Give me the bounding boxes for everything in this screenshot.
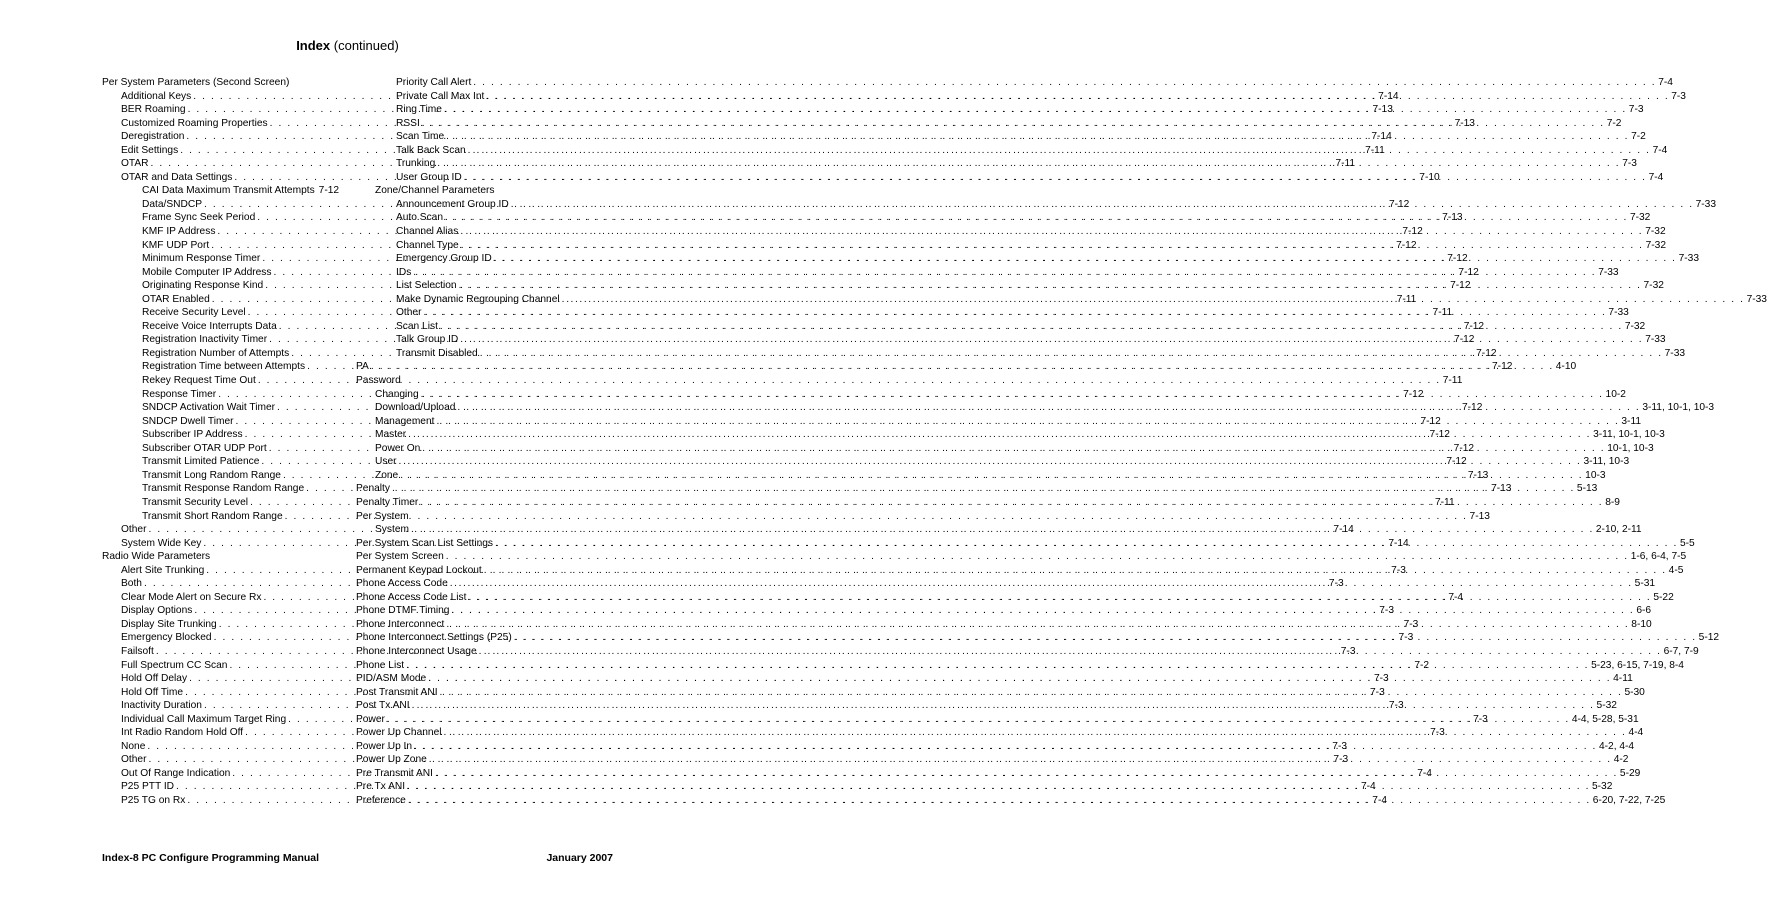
- index-entry-text: Transmit Disabled: [396, 347, 478, 359]
- index-entry-page: 7-2: [1606, 117, 1622, 129]
- dot-leader: [392, 482, 1575, 496]
- index-entry-text: Phone Access Code: [356, 578, 448, 590]
- index-entry-page: 7-4: [1372, 794, 1388, 806]
- index-entry-page: 7-3: [1391, 564, 1406, 576]
- dot-leader: [422, 117, 1605, 131]
- index-entry-text: Per System Screen: [356, 551, 444, 563]
- index-entry-text: Minimum Response Timer: [142, 253, 261, 265]
- dot-leader: [436, 415, 1619, 429]
- dot-leader: [473, 76, 1656, 90]
- index-entry-page: 7-13: [1491, 483, 1512, 495]
- index-entry-text: Transmit Short Random Range: [142, 510, 283, 522]
- index-entry-text: Subscriber IP Address: [142, 429, 243, 441]
- index-entry-text: Scan List: [396, 320, 438, 332]
- index-entry-page: 7-12: [1388, 198, 1410, 210]
- dot-leader: [459, 279, 1642, 293]
- index-entry-page: 7-4: [1648, 171, 1664, 183]
- index-entry-text: None: [121, 740, 146, 752]
- dot-leader: [420, 496, 1603, 510]
- dot-leader: [464, 171, 1647, 185]
- index-entry-page: 7-3: [1622, 158, 1637, 170]
- index-entry-text: Registration Time between Attempts: [142, 361, 306, 373]
- index-entry-page: 5-32: [1592, 781, 1613, 793]
- index-entry-text: Download/Upload: [375, 402, 456, 414]
- index-entry-text: System Wide Key: [121, 537, 202, 549]
- index-entry-text: Phone Interconnect Settings (P25): [356, 632, 512, 644]
- index-entry-text: Master: [375, 429, 407, 441]
- index-entry-page: 4-4, 5-28, 5-31: [1571, 713, 1639, 725]
- footer-right: January 2007: [546, 852, 613, 864]
- index-entry-text: Phone Interconnect Usage: [356, 645, 477, 657]
- index-entry-page: 7-4: [1417, 767, 1432, 779]
- index-entry: [102, 184, 340, 198]
- index-entry-page: 7-13: [1442, 212, 1463, 224]
- index-entry-text: Inactivity Duration: [121, 700, 202, 712]
- index-entry-text: Penalty Timer: [356, 496, 419, 508]
- index-entry-page: 7-12: [1458, 266, 1479, 278]
- index-entry-page: 7-13: [1469, 510, 1490, 522]
- index-entry-text: Talk Group ID: [396, 334, 459, 346]
- index-entry: [102, 550, 335, 564]
- index-entry-page: 7-4: [1652, 144, 1668, 156]
- index-entry: [102, 76, 335, 90]
- index-entry-page: 7-3: [1388, 700, 1404, 712]
- index-entry-page: 7-3: [1671, 90, 1686, 102]
- index-entry-text: Response Timer: [142, 388, 217, 400]
- dot-leader: [387, 713, 1570, 727]
- index-entry-text: Alert Site Trunking: [121, 564, 205, 576]
- dot-leader: [440, 320, 1623, 334]
- index-entry-page: 4-10: [1555, 361, 1577, 373]
- dot-leader: [514, 631, 1697, 645]
- dot-leader: [511, 198, 1694, 212]
- index-entry-page: 7-12: [1396, 239, 1417, 251]
- dot-leader: [460, 333, 1643, 347]
- index-entry-text: Trunking: [396, 158, 436, 170]
- dot-leader: [408, 428, 1591, 442]
- index-entry-text: Talk Back Scan: [396, 144, 466, 156]
- index-entry-text: Emergency Blocked: [121, 632, 212, 644]
- index-entry-page: 7-12: [1450, 280, 1471, 292]
- index-entry-page: 7-3: [1370, 686, 1385, 698]
- index-entry-text: Power Up In: [356, 740, 413, 752]
- dot-leader: [445, 211, 1628, 225]
- index-entry-text: Out Of Range Indication: [121, 767, 231, 779]
- dot-leader: [399, 455, 1582, 469]
- index-entry-page: 7-12: [1446, 456, 1467, 468]
- dot-leader: [562, 293, 1745, 307]
- index-entry-page: 5-30: [1624, 686, 1645, 698]
- index-entry-text: List Selection: [396, 280, 457, 292]
- index-entry-text: Per System Scan List Settings: [356, 537, 494, 549]
- index-entry-page: 3-11, 10-1, 10-3: [1593, 429, 1665, 441]
- index-entry-page: 6-6: [1636, 605, 1652, 617]
- index-entry: [356, 510, 613, 524]
- index-entry-text: Preference: [356, 794, 406, 806]
- index-entry-text: Changing: [375, 388, 419, 400]
- dot-leader: [461, 239, 1644, 253]
- index-entry-text: Additional Keys: [121, 90, 192, 102]
- index-entry-text: Data/SNDCP: [142, 198, 203, 210]
- index-entry-text: CAI Data Maximum Transmit Attempts: [142, 185, 315, 197]
- index-entry-page: 7-12: [318, 185, 340, 197]
- index-entry-text: KMF UDP Port: [142, 239, 210, 251]
- index-entry-text: KMF IP Address: [142, 226, 216, 238]
- index-entry-text: BER Roaming: [121, 104, 186, 116]
- index-entry-text: Phone List: [356, 659, 405, 671]
- index-entry-page: 7-33: [1598, 266, 1619, 278]
- index-entry-text: Both: [121, 578, 142, 590]
- index-entry-page: 6-20, 7-22, 7-25: [1592, 794, 1666, 806]
- index-entry-page: 7-12: [1403, 388, 1424, 400]
- index-entry-page: 7-33: [1608, 307, 1629, 319]
- index-entry-page: 7-14: [1388, 537, 1409, 549]
- index-entry-page: 4-5: [1668, 564, 1684, 576]
- index-entry-text: RSSI: [396, 117, 420, 129]
- index-entry-page: 6-7, 7-9: [1663, 645, 1699, 657]
- index-entry-text: Rekey Request Time Out: [142, 375, 256, 387]
- index-entry-page: 7-3: [1628, 104, 1644, 116]
- index-entry-page: 7-3: [1379, 605, 1394, 617]
- index-entry-text: Priority Call Alert: [396, 77, 472, 88]
- dot-leader: [457, 401, 1640, 415]
- index-entry-page: 7-12: [1492, 361, 1513, 373]
- index-entry-text: Emergency Group ID: [396, 253, 492, 265]
- index-entry-page: 5-12: [1698, 632, 1720, 644]
- index-entry-page: 7-11: [1335, 158, 1356, 170]
- index-entry-text: PA: [356, 361, 369, 373]
- index-entry-text: Permanent Keypad Lockout: [356, 564, 482, 576]
- index-entry-page: 7-14: [1333, 524, 1354, 536]
- index-entry-page: 7-32: [1624, 320, 1646, 332]
- index-entry-text: Per System: [356, 510, 409, 522]
- index-entry-page: 7-12: [1454, 334, 1475, 346]
- index-entry-page: 4-11: [1613, 673, 1633, 685]
- index-entry-page: 7-12: [1476, 347, 1497, 359]
- dot-leader: [440, 686, 1623, 700]
- index-entry-page: 8-9: [1605, 496, 1620, 508]
- index-entry-page: 7-3: [1373, 673, 1389, 685]
- dot-leader: [423, 306, 1606, 320]
- title-rest: (continued): [330, 38, 399, 53]
- index-entry-page: 7-3: [1430, 727, 1445, 739]
- dot-leader: [479, 645, 1662, 659]
- index-entry-page: 7-12: [1453, 442, 1475, 454]
- index-entry-text: Phone Access Code List: [356, 591, 467, 603]
- index-entry-page: 5-32: [1596, 700, 1617, 712]
- index-entry-page: 10-3: [1585, 469, 1606, 481]
- index-entry-page: 8-10: [1631, 618, 1652, 630]
- index-entry-page: 7-4: [1658, 77, 1673, 88]
- index-entry-text: Auto Scan: [396, 212, 444, 224]
- index-entry-page: 7-3: [1398, 632, 1414, 644]
- index-entry-text: Other: [396, 307, 422, 319]
- index-entry-text: Zone: [375, 469, 399, 481]
- index-entry-page: 7-11: [1396, 293, 1417, 305]
- dot-leader: [435, 767, 1618, 781]
- index-entry-page: 3-11: [1621, 415, 1642, 427]
- index-entry-page: 4-4: [1628, 727, 1644, 739]
- dot-leader: [444, 726, 1627, 740]
- dot-leader: [450, 577, 1633, 591]
- dot-leader: [422, 442, 1605, 456]
- footer-left: Index-8 PC Configure Programming Manual: [102, 852, 320, 864]
- index-entry-text: Power Up Zone: [356, 754, 427, 766]
- index-entry-text: Post Tx ANI: [356, 700, 410, 712]
- index-entry-text: Pre Transmit ANI: [356, 767, 433, 779]
- index-entry-text: Registration Number of Attempts: [142, 347, 290, 359]
- index-entry-text: Radio Wide Parameters: [102, 551, 211, 563]
- index-entry-page: 7-3: [1333, 754, 1349, 766]
- title-bold: Index: [296, 38, 331, 53]
- index-entry-page: 1-6, 6-4, 7-5: [1630, 551, 1687, 563]
- index-entry-page: 7-10: [1419, 171, 1440, 183]
- index-entry-text: Transmit Long Random Range: [142, 469, 281, 481]
- index-entry-text: Phone DTMF Timing: [356, 605, 450, 617]
- index-entry-text: Individual Call Maximum Target Ring: [121, 713, 287, 725]
- index-entry-page: 7-33: [1695, 198, 1717, 210]
- index-entry-page: 7-32: [1643, 280, 1664, 292]
- dot-leader: [446, 550, 1629, 564]
- index-entry-page: 7-14: [1371, 131, 1392, 143]
- index-entry-page: 3-11, 10-3: [1583, 456, 1630, 468]
- index-entry-text: User: [375, 456, 397, 468]
- index-entry-page: 5-29: [1619, 767, 1641, 779]
- index-entry-text: Channel Type: [396, 239, 459, 251]
- index-entry-page: 7-4: [1448, 591, 1464, 603]
- index-entry-text: Post Transmit ANI: [356, 686, 438, 698]
- index-entry-page: 7-3: [1403, 618, 1419, 630]
- dot-leader: [408, 794, 1591, 808]
- index-entry-text: User Group ID: [396, 171, 462, 183]
- index-entry-text: OTAR Enabled: [142, 293, 210, 305]
- index-entry-page: 7-11: [1442, 375, 1463, 387]
- dot-leader: [444, 103, 1627, 117]
- index-entry-text: Per System Parameters (Second Screen): [102, 77, 290, 88]
- index-entry-text: SNDCP Activation Wait Timer: [142, 402, 276, 414]
- index-entry-text: Password: [356, 375, 401, 387]
- index-entry-page: 7-3: [1332, 740, 1348, 752]
- index-entry-text: Receive Voice Interrupts Data: [142, 320, 277, 332]
- index-entry-text: SNDCP Dwell Timer: [142, 415, 234, 427]
- index-entry: [356, 76, 1673, 90]
- index-entry-page: 7-33: [1746, 293, 1767, 305]
- index-entry-page: 7-33: [1664, 347, 1686, 359]
- index-entry-page: 7-4: [1360, 781, 1376, 793]
- index-entry-page: 7-11: [1432, 307, 1453, 319]
- index-entry-text: Int Radio Random Hold Off: [121, 727, 244, 739]
- index-entry-page: 7-3: [1340, 645, 1356, 657]
- index-entry-page: 4-2: [1613, 754, 1629, 766]
- index-entry-text: Originating Response Kind: [142, 280, 264, 292]
- index-entry-text: Hold Off Delay: [121, 673, 188, 685]
- index-entry-text: Power On: [375, 442, 421, 454]
- dot-leader: [446, 130, 1629, 144]
- index-entry-page: 5-5: [1679, 537, 1695, 549]
- index-entry-text: PID/ASM Mode: [356, 673, 427, 685]
- index-entry-text: Private Call Max Int: [396, 90, 485, 102]
- index-entry-page: 10-1, 10-3: [1607, 442, 1654, 454]
- dot-leader: [451, 604, 1634, 618]
- index-entry-page: 7-32: [1645, 239, 1666, 251]
- index-entry-page: 7-32: [1629, 212, 1651, 224]
- index-entry-text: Display Site Trunking: [121, 618, 217, 630]
- dot-leader: [437, 157, 1620, 171]
- index-entry: [356, 374, 613, 388]
- dot-leader: [412, 699, 1595, 713]
- index-entry-text: Clear Mode Alert on Secure Rx: [121, 591, 262, 603]
- index-entry-page: 7-33: [1678, 253, 1699, 265]
- index-entry: [356, 184, 613, 198]
- index-entry-text: Display Options: [121, 605, 193, 617]
- index-entry-text: OTAR: [121, 158, 149, 170]
- index-entry-text: Management: [375, 415, 435, 427]
- index-entry-page: 7-12: [1429, 429, 1450, 441]
- index-entry-text: Ring Time: [396, 104, 442, 116]
- index-entry-page: 7-12: [1461, 402, 1483, 414]
- index-entry-page: 7-2: [1631, 131, 1646, 143]
- index-entry-text: Penalty: [356, 483, 390, 495]
- dot-leader: [414, 740, 1597, 754]
- index-entry-page: 7-12: [1463, 320, 1485, 332]
- index-entry: [356, 550, 1687, 564]
- index-entry-text: Transmit Security Level: [142, 496, 249, 508]
- index-entry-text: P25 PTT ID: [121, 781, 175, 793]
- index-entry-text: Transmit Response Random Range: [142, 483, 305, 495]
- index-entry-text: Channel Alias: [396, 226, 459, 238]
- dot-leader: [413, 266, 1596, 280]
- index-entry-page: 7-3: [1328, 578, 1344, 590]
- index-entry-text: Pre Tx ANI: [356, 781, 406, 793]
- dot-leader: [421, 388, 1604, 402]
- index-entry-text: Registration Inactivity Timer: [142, 334, 268, 346]
- index-entry-text: Power Up Channel: [356, 727, 442, 739]
- index-entry-page: 7-32: [1645, 226, 1666, 238]
- index-entry-text: P25 TG on Rx: [121, 794, 186, 806]
- dot-leader: [429, 753, 1612, 767]
- index-entry-page: 7-13: [1467, 469, 1489, 481]
- dot-leader: [400, 469, 1583, 483]
- dot-leader: [460, 225, 1643, 239]
- dot-leader: [406, 659, 1589, 673]
- index-entry-text: Failsoft: [121, 645, 154, 657]
- index-entry-text: Subscriber OTAR UDP Port: [142, 442, 267, 454]
- index-entry-page: 5-13: [1576, 483, 1598, 495]
- index-entry-text: Make Dynamic Regrouping Channel: [396, 293, 560, 305]
- index-entry-page: 5-23, 6-15, 7-19, 8-4: [1591, 659, 1684, 671]
- index-entry-page: 7-12: [1402, 226, 1423, 238]
- index-entry-page: 7-12: [1420, 415, 1441, 427]
- dot-leader: [480, 347, 1663, 361]
- dot-leader: [468, 144, 1651, 158]
- index-entry-text: Other: [121, 524, 147, 536]
- index-entry-page: 7-14: [1378, 90, 1399, 102]
- dot-leader: [494, 252, 1677, 266]
- index-entry-text: Full Spectrum CC Scan: [121, 659, 228, 671]
- index-entry-text: Zone/Channel Parameters: [375, 185, 495, 197]
- index-entry-text: Edit Settings: [121, 144, 179, 156]
- dot-leader: [486, 90, 1669, 104]
- index-entry-page: 4-2, 4-4: [1598, 740, 1635, 752]
- index-entry-page: 3-11, 10-1, 10-3: [1642, 402, 1715, 414]
- dot-leader: [371, 360, 1554, 374]
- index-entry-text: System: [375, 524, 409, 536]
- index-entry-page: 7-3: [1473, 713, 1488, 725]
- index-entry-page: 7-11: [1434, 496, 1455, 508]
- index-entry-page: 7-13: [1454, 117, 1475, 129]
- index-entry-page: 7-13: [1372, 104, 1393, 116]
- index-entry-text: Customized Roaming Properties: [121, 117, 268, 129]
- dot-leader: [407, 780, 1590, 794]
- dot-leader: [495, 537, 1678, 551]
- index-entry-text: Receive Security Level: [142, 307, 246, 319]
- index-entry-page: 7-12: [1447, 253, 1468, 265]
- index-entry-page: 5-31: [1634, 578, 1656, 590]
- index-entry-page: 7-11: [1365, 144, 1385, 156]
- index-entry-text: Frame Sync Seek Period: [142, 212, 256, 224]
- dot-leader: [484, 564, 1667, 578]
- dot-leader: [411, 523, 1594, 537]
- index-entry-text: Other: [121, 754, 147, 766]
- index-entry-text: Scan Time: [396, 131, 445, 143]
- index-entry-text: Hold Off Time: [121, 686, 184, 698]
- index-entry-page: 5-22: [1653, 591, 1674, 603]
- index-entry-text: Power: [356, 713, 385, 725]
- index-entry-text: Announcement Group ID: [396, 198, 509, 210]
- index-entry-text: Deregistration: [121, 131, 185, 143]
- dot-leader: [468, 591, 1651, 605]
- index-entry-text: Mobile Computer IP Address: [142, 266, 272, 278]
- index-entry-page: 7-33: [1645, 334, 1666, 346]
- dot-leader: [428, 672, 1611, 686]
- index-entry-page: 7-2: [1414, 659, 1430, 671]
- index-entry-page: 10-2: [1605, 388, 1626, 400]
- index-entry-page: 2-10, 2-11: [1595, 524, 1642, 536]
- index-entry-text: IDs: [396, 266, 412, 278]
- index-entry-text: Phone Interconnect: [356, 618, 445, 630]
- index-entry-text: OTAR and Data Settings: [121, 171, 233, 183]
- dot-leader: [446, 618, 1629, 632]
- page-title: [0, 38, 695, 53]
- index-entry-text: Transmit Limited Patience: [142, 456, 260, 468]
